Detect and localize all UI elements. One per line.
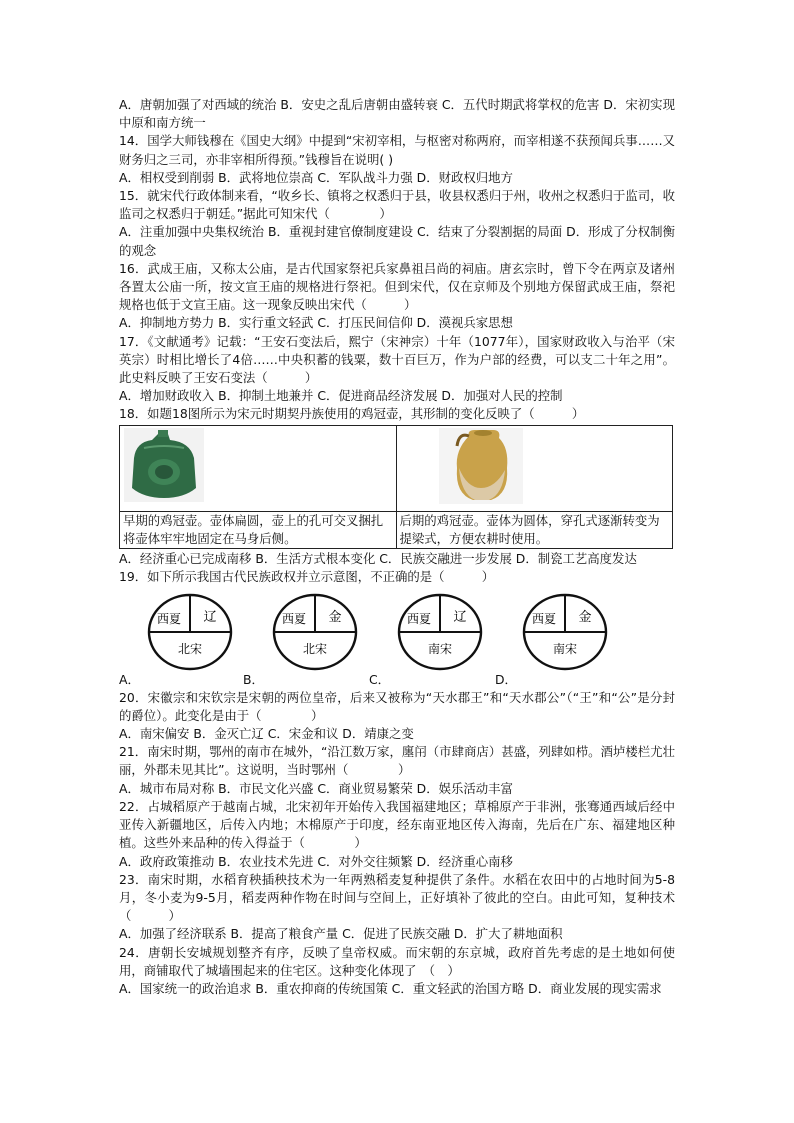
diagram-d-top-right: 金 bbox=[578, 609, 592, 625]
q18-options: A．经济重心已完成南移 B．生活方式根本变化 C．民族交融进一步发展 D．制瓷工艺高度发达 bbox=[119, 551, 637, 567]
q19-option-letters bbox=[119, 671, 675, 689]
q23-options: A．加强了经济联系 B．提高了粮食产量 C．促进了民族交融 D．扩大了耕地面积 bbox=[119, 926, 563, 942]
q21-options: A．城市布局对称 B．市民文化兴盛 C．商业贸易繁荣 D．娱乐活动丰富 bbox=[119, 780, 513, 796]
q15-stem: 15．就宋代行政体制来看，“收乡长、镇将之权悉归于县，收县权悉归于州，收州之权悉归于监司，收监司之权悉归于朝廷。”据此可知宋代（ ） bbox=[119, 188, 675, 222]
q22-stem: 22．占城稻原产于越南占城，北宋初年开始传入我国福建地区；草棉原产于非洲，张骞通西域后经中亚传入新疆地区，后传入内地；木棉原产于印度，经东南亚地区传入海南，先后在广东、福建地区种植。这些外来品种的传入得益于（ ） bbox=[119, 798, 675, 851]
late-ewer-image bbox=[439, 428, 523, 504]
q19-diagram-c bbox=[369, 593, 494, 671]
q14-stem: 14．国学大师钱穆在《国史大纲》中提到“宋初宰相，与枢密对称两府，而宰相遂不获预闻兵事……又财务归之三司，亦非宰相所得预。”钱穆旨在说明( ) bbox=[119, 133, 675, 167]
q24-stem: 24．唐朝长安城规划整齐有序，反映了皇帝权威。而宋朝的东京城，政府首先考虑的是土地如何使用，商铺取代了城墙围起来的住宅区。这种变化体现了 （ ） bbox=[119, 944, 675, 978]
q19-diagram-row bbox=[119, 593, 675, 671]
diagram-a-top-left: 西夏 bbox=[156, 611, 182, 626]
q20-stem: 20．宋徽宗和宋钦宗是宋朝的两位皇帝，后来又被称为“天水郡王”和“天水郡公”（“王”和“公”是分封的爵位）。此变化是由于（ ） bbox=[119, 689, 675, 723]
q22-options: A．政府政策推动 B．农业技术先进 C．对外交往频繁 D．经济重心南移 bbox=[119, 853, 513, 869]
q17-stem: 17．《文献通考》记载：“王安石变法后，熙宁（宋神宗）十年（1077年），国家财政收入与治平（宋英宗）时相比增长了4倍……中央积蓄的钱粟，数十百巨万，作为户部的经费，可以支二十年之用”。此史料反映了王安石变法（ ） bbox=[119, 333, 675, 386]
q16-stem: 16．武成王庙，又称太公庙，是古代国家祭祀兵家鼻祖吕尚的祠庙。唐玄宗时，曾下令在两京及诸州各置太公庙一所，按文宣王庙的规格进行祭祀。但到宋代，仅在京师及个别地方保留武成王庙，祭祀规格也低于文宣王庙。这一现象反映出宋代（ ） bbox=[119, 260, 675, 313]
q18-table bbox=[119, 425, 673, 550]
diagram-b-bottom: 北宋 bbox=[302, 641, 328, 656]
diagram-d-top-left: 西夏 bbox=[531, 611, 557, 626]
q19-letter-c: C． bbox=[369, 671, 391, 687]
late-ewer-caption: 后期的鸡冠壶。壶体为圆体，穿孔式逐渐转变为提梁式，方便农耕时使用。 bbox=[396, 511, 673, 548]
q19-diagram-d bbox=[494, 593, 619, 671]
diagram-b-top-right: 金 bbox=[328, 609, 342, 625]
q15-options: A．注重加强中央集权统治 B．重视封建官僚制度建设 C．结束了分裂割据的局面 D．形成了分权制衡的观念 bbox=[119, 224, 675, 258]
diagram-a-top-right: 辽 bbox=[203, 609, 217, 625]
q20-options: A．南宋偏安 B．金灭亡辽 C．宋金和议 D．靖康之变 bbox=[119, 726, 414, 742]
diagram-c-top-left: 西夏 bbox=[406, 611, 432, 626]
early-ewer-cell bbox=[120, 425, 397, 511]
q24-options: A．国家统一的政治追求 B．重农抑商的传统国策 C．重文轻武的治国方略 D．商业发展的现实需求 bbox=[119, 980, 662, 996]
q17-options: A．增加财政收入 B．抑制土地兼并 C．促进商品经济发展 D．加强对人民的控制 bbox=[119, 388, 563, 404]
q16-options: A．抑制地方势力 B．实行重文轻武 C．打压民间信仰 D．漠视兵家思想 bbox=[119, 315, 513, 331]
q19-diagram-a bbox=[119, 593, 244, 671]
q13-options: A．唐朝加强了对西域的统治 B．安史之乱后唐朝由盛转衰 C．五代时期武将掌权的危害 D．宋初实现中原和南方统一 bbox=[119, 97, 675, 131]
q14-options: A．相权受到削弱 B．武将地位崇高 C．军队战斗力强 D．财政权归地方 bbox=[119, 169, 513, 185]
early-ewer-caption: 早期的鸡冠壶。壶体扁圆，壶上的孔可交叉捆扎将壶体牢牢地固定在马身后侧。 bbox=[120, 511, 397, 548]
q19-letter-b: B． bbox=[243, 671, 264, 687]
diagram-c-bottom: 南宋 bbox=[427, 641, 453, 656]
q18-stem: 18．如题18图所示为宋元时期契丹族使用的鸡冠壶，其形制的变化反映了（ ） bbox=[119, 406, 585, 422]
q19-stem: 19．如下所示我国古代民族政权并立示意图，不正确的是（ ） bbox=[119, 569, 495, 585]
diagram-c-top-right: 辽 bbox=[453, 609, 467, 625]
q23-stem: 23．南宋时期，水稻育秧插秧技术为一年两熟稻麦复种提供了条件。水稻在农田中的占地时间为5-8月，冬小麦为9-5月，稻麦两种作物在时间与空间上，正好填补了彼此的空白。由此可知，复种技术（ ） bbox=[119, 871, 675, 924]
diagram-d-bottom: 南宋 bbox=[552, 641, 578, 656]
q19-letter-a: A． bbox=[119, 671, 140, 687]
diagram-b-top-left: 西夏 bbox=[281, 611, 307, 626]
early-ewer-image bbox=[124, 428, 204, 502]
diagram-a-bottom: 北宋 bbox=[177, 641, 203, 656]
q19-diagram-b bbox=[244, 593, 369, 671]
q21-stem: 21．南宋时期，鄂州的南市在城外，“沿江数万家，廛闬（市肆商店）甚盛，列肆如栉。酒垆楼栏尤壮丽，外郡未见其比”。这说明，当时鄂州（ ） bbox=[119, 744, 675, 778]
q19-letter-d: D． bbox=[495, 671, 517, 687]
exam-page bbox=[119, 96, 675, 998]
late-ewer-cell bbox=[396, 425, 673, 511]
